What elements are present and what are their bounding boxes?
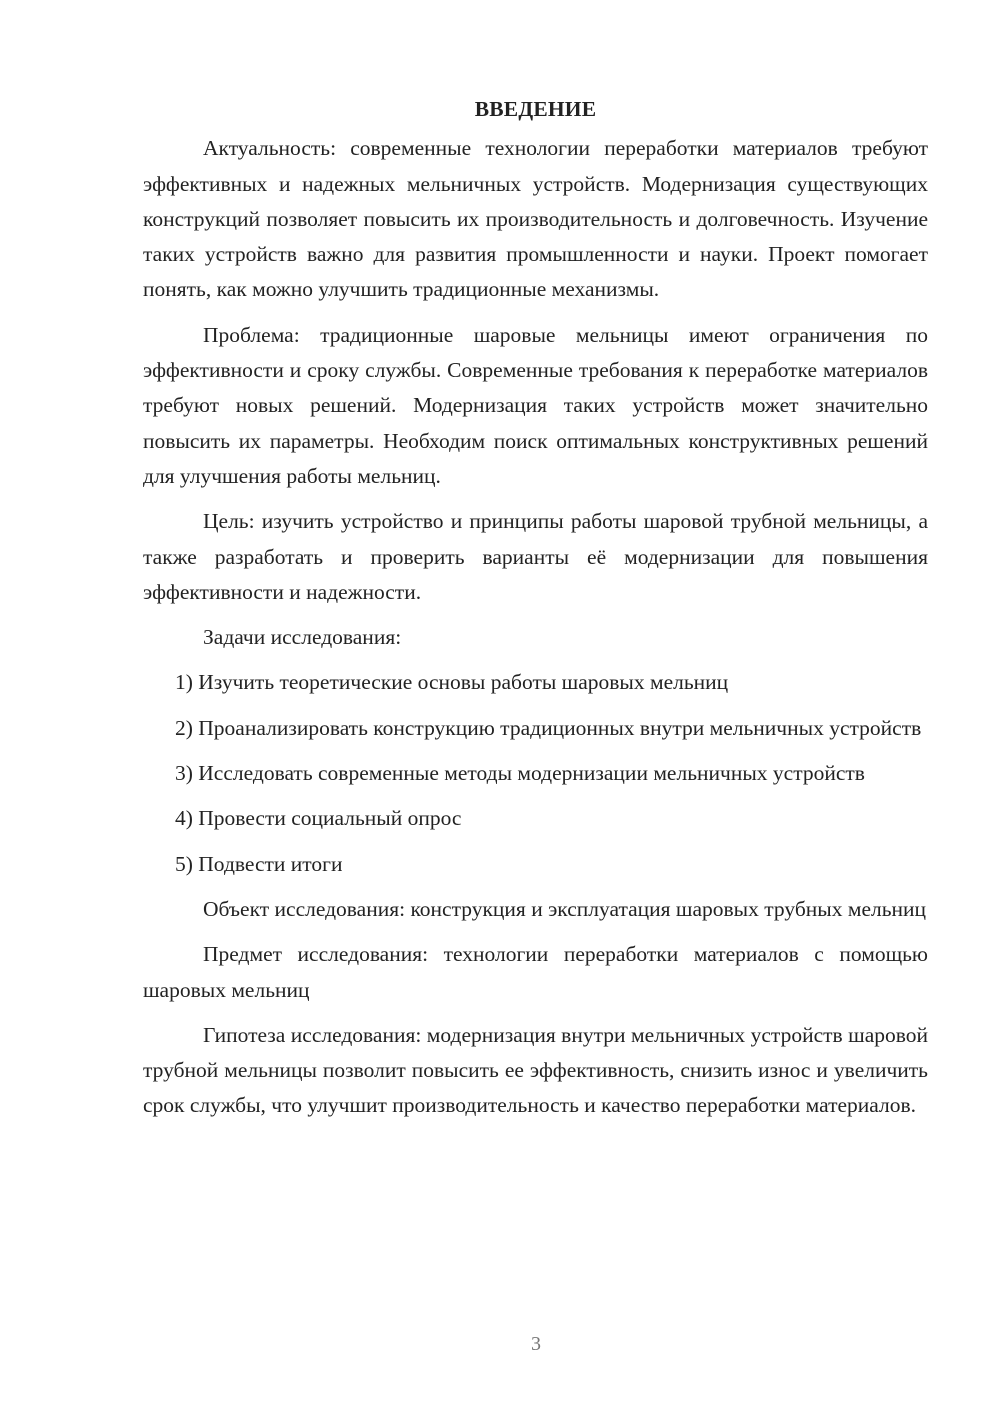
task-list-item: 1) Изучить теоретические основы работы шаровых мельниц — [175, 670, 729, 695]
paragraph-subject: Предмет исследования: технологии переработки материалов с помощью шаровых мельниц — [143, 942, 928, 1002]
paragraph-problem: Проблема: традиционные шаровые мельницы имеют ограничения по эффективности и сроку службы. Современные требования к переработке материалов требуют новых решений. Модернизация таких устройств может значительно повысить их параметры. Необходим поиск оптимальных конструктивных решений для улучшения работы мельниц. — [143, 322, 928, 488]
paragraph-relevance: Актуальность: современные технологии переработки материалов требуют эффективных и надежных мельничных устройств. Модернизация существующих конструкций позволяет повысить их производительность и долговечность. Изучение таких устройств важно для развития промышленности и науки. Проект помогает понять, как можно улучшить традиционные механизмы. — [143, 136, 928, 302]
paragraph-object: Объект исследования: конструкция и эксплуатация шаровых трубных мельниц — [203, 896, 927, 921]
page-title: ВВЕДЕНИЕ — [474, 97, 597, 121]
page-number: 3 — [531, 1333, 541, 1355]
paragraph-tasks-heading: Задачи исследования: — [203, 625, 402, 650]
task-list-item: 4) Провести социальный опрос — [175, 806, 462, 831]
document-page — [143, 92, 928, 1134]
paragraph-hypothesis: Гипотеза исследования: модернизация внутри мельничных устройств шаровой трубной мельницы позволит повысить ее эффективность, снизить износ и увеличить срок службы, что улучшит производительность и качество переработки материалов. — [143, 1022, 928, 1118]
task-list-item: 5) Подвести итоги — [175, 851, 343, 876]
task-list-item: 3) Исследовать современные методы модернизации мельничных устройств — [175, 761, 865, 786]
task-list-item: 2) Проанализировать конструкцию традиционных внутри мельничных устройств — [175, 715, 922, 740]
paragraph-goal: Цель: изучить устройство и принципы работы шаровой трубной мельницы, а также разработать и проверить варианты её модернизации для повышения эффективности и надежности. — [143, 509, 928, 604]
